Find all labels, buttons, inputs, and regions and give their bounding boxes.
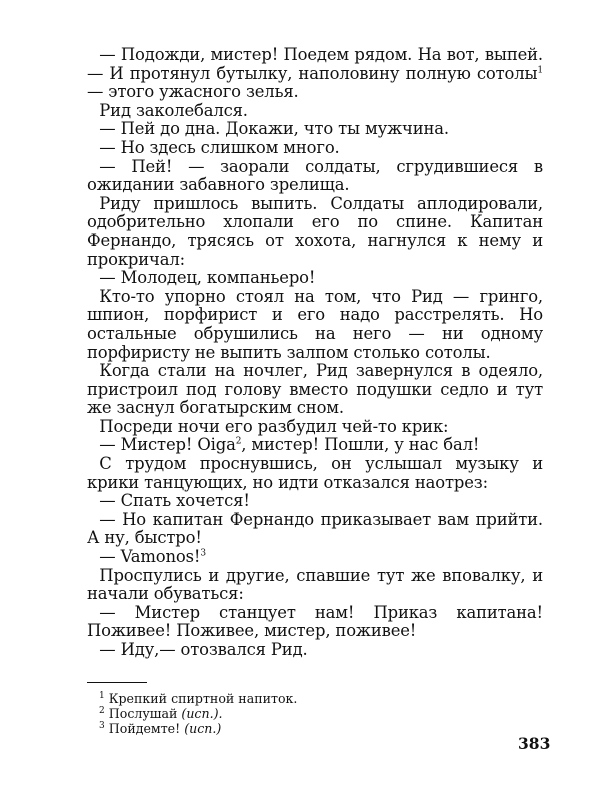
paragraph-4: — Но здесь слишком много. <box>99 137 340 157</box>
footnote-1: $^1$ Крепкий спиртной напиток. <box>99 690 298 706</box>
paragraph-9: Когда стали на ночлег, Рид завернулся в одеяло, пристроил под голову вместо подушки седло и тут же заснул богатырским сном. <box>87 361 543 418</box>
page-body <box>87 46 543 737</box>
paragraph-15: — Vamonos!$^3$ <box>99 547 206 567</box>
paragraph-10: Посреди ночи его разбудил чей-то крик: <box>99 416 449 436</box>
paragraph-7: — Молодец, компаньеро! <box>99 268 316 288</box>
page-number: 383 <box>518 734 551 753</box>
paragraph-8: Кто-то упорно стоял на том, что Рид — гринго, шпион, порфирист и его надо расстрелять. Но остальные обрушились на него — ни одному порфиристу не выпить залпом столько сотолы. <box>87 286 543 362</box>
footnotes <box>87 691 543 737</box>
paragraph-17: — Мистер станцует нам! Приказ капитана! Поживее! Поживее, мистер, поживее! <box>87 602 543 641</box>
paragraph-16: Проспулись и другие, спавшие тут же вповалку, и начали обуваться: <box>87 565 543 604</box>
paragraph-5: — Пей! — заорали солдаты, сгрудившиеся в ожидании забавного зрелища. <box>87 156 543 195</box>
paragraph-14: — Но капитан Фернандо приказывает вам прийти. А ну, быстро! <box>87 509 543 548</box>
paragraph-13: — Спать хочется! <box>99 491 250 511</box>
paragraph-11: — Мистер! Oiga$^2$, мистер! Пошли, у нас бал! <box>99 435 480 455</box>
footnote-3: $^3$ Пойдемте! (исп.) <box>99 721 222 737</box>
paragraph-12: С трудом проснувшись, он услышал музыку и крики танцующих, но идти отказался наотрез: <box>87 454 543 492</box>
footnote-2: $^2$ Послушай (исп.). <box>99 705 223 721</box>
footnote-divider <box>87 682 147 683</box>
paragraph-3: — Пей до дна. Докажи, что ты мужчина. <box>99 119 449 139</box>
paragraph-18: — Иду,— отозвался Рид. <box>99 640 308 659</box>
paragraph-2: Рид заколебался. <box>99 100 248 120</box>
paragraph-1: — Подожди, мистер! Поедем рядом. На вот, выпей.— И протянул бутылку, наполовину полную сотолы$^1$ — этого ужасного зелья. <box>87 45 543 102</box>
paragraph-6: Риду пришлось выпить. Солдаты аплодировали, одобрительно хлопали его по спине. Капитан Фернандо, трясясь от хохота, нагнулся к нему и прокричал: <box>87 193 543 269</box>
main-text <box>87 46 543 660</box>
